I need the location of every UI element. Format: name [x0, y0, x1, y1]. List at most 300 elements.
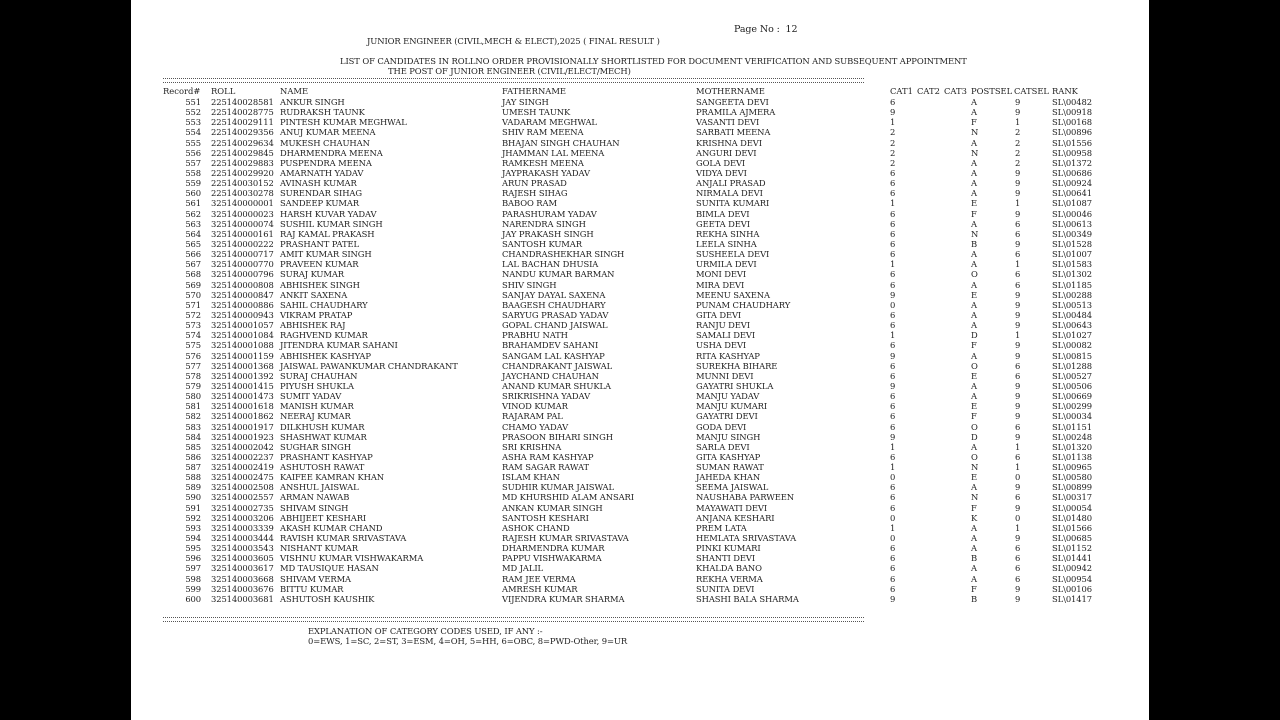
- table-row: [131, 513, 1149, 523]
- name-cell: MD TAUSIQUE HASAN: [280, 563, 379, 574]
- catsel-cell: 0: [1015, 512, 1021, 523]
- catsel-cell: 6: [1015, 492, 1021, 503]
- cat1-cell: 6: [890, 269, 896, 280]
- record-cell: 587: [185, 462, 201, 473]
- record-cell: 560: [185, 188, 201, 199]
- catsel-cell: 9: [1015, 97, 1021, 107]
- cat1-cell: 6: [890, 492, 896, 503]
- postsel-cell: A: [971, 563, 977, 574]
- mothername-cell: SARBATI MEENA: [696, 127, 771, 138]
- fathername-cell: ASHA RAM KASHYAP: [502, 451, 594, 462]
- fathername-cell: RAM JEE VERMA: [502, 573, 576, 584]
- record-cell: 579: [185, 380, 201, 391]
- roll-cell: 325140002419: [211, 462, 274, 473]
- rank-cell: SL\01007: [1052, 249, 1092, 260]
- table-row: [131, 117, 1149, 127]
- name-cell: ANKUR SINGH: [280, 97, 345, 107]
- cat1-cell: 6: [890, 411, 896, 422]
- table-row: [131, 209, 1149, 219]
- table-row: [131, 310, 1149, 320]
- mothername-cell: GOLA DEVI: [696, 157, 746, 168]
- roll-cell: 325140000074: [211, 218, 274, 229]
- table-row: [131, 594, 1149, 604]
- record-cell: 590: [185, 492, 201, 503]
- fathername-cell: AMRESH KUMAR: [502, 583, 578, 594]
- postsel-cell: A: [971, 320, 977, 331]
- cat1-cell: 6: [890, 97, 896, 107]
- mothername-cell: URMILA DEVI: [696, 259, 757, 270]
- catsel-cell: 9: [1015, 482, 1021, 493]
- table-row: [131, 138, 1149, 148]
- rank-cell: SL\00815: [1052, 350, 1092, 361]
- catsel-cell: 9: [1015, 289, 1021, 300]
- roll-cell: 325140003681: [211, 593, 274, 604]
- roll-cell: 225140030278: [211, 188, 274, 199]
- table-row: [131, 371, 1149, 381]
- roll-cell: 325140000001: [211, 198, 274, 209]
- fathername-cell: RAMKESH MEENA: [502, 157, 584, 168]
- mothername-cell: SARLA DEVI: [696, 441, 750, 452]
- rank-cell: SL\00896: [1052, 127, 1092, 138]
- record-cell: 556: [185, 147, 201, 158]
- record-cell: 583: [185, 421, 201, 432]
- table-row: [131, 533, 1149, 543]
- cat1-cell: 6: [890, 553, 896, 564]
- catsel-cell: 6: [1015, 269, 1021, 280]
- mothername-cell: MAYAWATI DEVI: [696, 502, 768, 513]
- table-row: [131, 148, 1149, 158]
- fathername-cell: JAYPRAKASH YADAV: [502, 167, 590, 178]
- record-cell: 565: [185, 238, 201, 249]
- cat1-cell: 6: [890, 573, 896, 584]
- table-row: [131, 320, 1149, 330]
- record-cell: 576: [185, 350, 201, 361]
- cat1-cell: 6: [890, 543, 896, 554]
- roll-cell: 325140000717: [211, 249, 274, 260]
- roll-cell: 325140001473: [211, 391, 274, 402]
- roll-cell: 325140003605: [211, 553, 274, 564]
- fathername-cell: SHIV RAM MEENA: [502, 127, 584, 138]
- fathername-cell: LAL BACHAN DHUSIA: [502, 259, 599, 270]
- catsel-cell: 6: [1015, 370, 1021, 381]
- fathername-cell: NANDU KUMAR BARMAN: [502, 269, 615, 280]
- record-cell: 569: [185, 279, 201, 290]
- postsel-cell: A: [971, 218, 977, 229]
- fathername-cell: NARENDRA SINGH: [502, 218, 586, 229]
- name-cell: AKASH KUMAR CHAND: [280, 522, 383, 533]
- catsel-cell: 2: [1015, 157, 1021, 168]
- name-cell: MUKESH CHAUHAN: [280, 137, 370, 148]
- mothername-cell: GODA DEVI: [696, 421, 747, 432]
- name-cell: ASHUTOSH KAUSHIK: [280, 593, 375, 604]
- mothername-cell: MONI DEVI: [696, 269, 747, 280]
- postsel-cell: A: [971, 522, 977, 533]
- postsel-cell: A: [971, 441, 977, 452]
- table-row: [131, 280, 1149, 290]
- fathername-cell: CHANDRAKANT JAISWAL: [502, 360, 613, 371]
- mothername-cell: ANJANA KESHARI: [696, 512, 775, 523]
- rank-cell: SL\00484: [1052, 309, 1092, 320]
- postsel-cell: A: [971, 279, 977, 290]
- fathername-cell: RAJESH KUMAR SRIVASTAVA: [502, 533, 629, 544]
- exam-title: JUNIOR ENGINEER (CIVIL,MECH & ELECT),2025 ( FINAL RESULT ): [367, 36, 660, 46]
- mothername-cell: SHANTI DEVI: [696, 553, 756, 564]
- mothername-cell: NAUSHABA PARWEEN: [696, 492, 794, 503]
- mothername-cell: MANJU SINGH: [696, 431, 761, 442]
- header-separator-bottom: [163, 617, 864, 622]
- name-cell: SURAJ KUMAR: [280, 269, 345, 280]
- postsel-cell: A: [971, 167, 977, 178]
- name-cell: ABHISHEK RAJ: [280, 320, 346, 331]
- postsel-cell: F: [971, 583, 977, 594]
- cat1-cell: 6: [890, 188, 896, 199]
- record-cell: 568: [185, 269, 201, 280]
- roll-cell: 325140003206: [211, 512, 274, 523]
- record-cell: 581: [185, 401, 201, 412]
- mothername-cell: GITA KASHYAP: [696, 451, 761, 462]
- cat1-cell: 2: [890, 157, 896, 168]
- rank-cell: SL\00054: [1052, 502, 1092, 513]
- mothername-cell: SUNITA DEVI: [696, 583, 755, 594]
- cat1-cell: 0: [890, 299, 896, 310]
- fathername-cell: ANAND KUMAR SHUKLA: [502, 380, 611, 391]
- record-cell: 553: [185, 117, 201, 128]
- roll-cell: 325140001618: [211, 401, 274, 412]
- postsel-cell: E: [971, 472, 978, 483]
- rank-cell: SL\01528: [1052, 238, 1092, 249]
- col-fathername: FATHERNAME: [502, 86, 567, 96]
- record-cell: 582: [185, 411, 201, 422]
- name-cell: SURENDAR SIHAG: [280, 188, 362, 199]
- fathername-cell: PARASHURAM YADAV: [502, 208, 597, 219]
- rank-cell: SL\01583: [1052, 259, 1092, 270]
- catsel-cell: 6: [1015, 421, 1021, 432]
- rank-cell: SL\00641: [1052, 188, 1092, 199]
- name-cell: SUMIT YADAV: [280, 391, 342, 402]
- roll-cell: 325140002237: [211, 451, 274, 462]
- mothername-cell: PUNAM CHAUDHARY: [696, 299, 791, 310]
- record-cell: 552: [185, 107, 201, 118]
- mothername-cell: SHASHI BALA SHARMA: [696, 593, 799, 604]
- fathername-cell: JHAMMAN LAL MEENA: [502, 147, 605, 158]
- table-row: [131, 351, 1149, 361]
- postsel-cell: N: [971, 127, 979, 138]
- mothername-cell: MIRA DEVI: [696, 279, 745, 290]
- roll-cell: 325140001917: [211, 421, 274, 432]
- rank-cell: SL\00317: [1052, 492, 1092, 503]
- rank-cell: SL\00669: [1052, 391, 1092, 402]
- roll-cell: 325140000808: [211, 279, 274, 290]
- postsel-cell: F: [971, 117, 977, 128]
- record-cell: 566: [185, 249, 201, 260]
- table-row: [131, 168, 1149, 178]
- table-row: [131, 158, 1149, 168]
- mothername-cell: RANJU DEVI: [696, 320, 750, 331]
- table-row: [131, 563, 1149, 573]
- col-roll: ROLL: [211, 86, 236, 96]
- cat1-cell: 6: [890, 401, 896, 412]
- fathername-cell: CHANDRASHEKHAR SINGH: [502, 249, 625, 260]
- table-row: [131, 523, 1149, 533]
- table-header: [131, 86, 1149, 96]
- catsel-cell: 1: [1015, 259, 1021, 270]
- fathername-cell: SANJAY DAYAL SAXENA: [502, 289, 606, 300]
- catsel-cell: 1: [1015, 198, 1021, 209]
- cat1-cell: 6: [890, 279, 896, 290]
- record-cell: 586: [185, 451, 201, 462]
- fathername-cell: SRIKRISHNA YADAV: [502, 391, 591, 402]
- catsel-cell: 9: [1015, 431, 1021, 442]
- cat1-cell: 0: [890, 512, 896, 523]
- cat1-cell: 6: [890, 360, 896, 371]
- mothername-cell: GEETA DEVI: [696, 218, 750, 229]
- record-cell: 564: [185, 228, 201, 239]
- postsel-cell: A: [971, 97, 977, 107]
- postsel-cell: A: [971, 391, 977, 402]
- postsel-cell: A: [971, 543, 977, 554]
- roll-cell: 325140003668: [211, 573, 274, 584]
- record-cell: 572: [185, 309, 201, 320]
- fathername-cell: PRASOON BIHARI SINGH: [502, 431, 613, 442]
- cat1-cell: 9: [890, 289, 896, 300]
- fathername-cell: ARUN PRASAD: [502, 178, 567, 189]
- fathername-cell: SANTOSH KUMAR: [502, 238, 582, 249]
- table-row: [131, 107, 1149, 117]
- rank-cell: SL\01320: [1052, 441, 1092, 452]
- cat1-cell: 6: [890, 340, 896, 351]
- name-cell: HARSH KUVAR YADAV: [280, 208, 377, 219]
- catsel-cell: 6: [1015, 451, 1021, 462]
- cat1-cell: 0: [890, 533, 896, 544]
- record-cell: 558: [185, 167, 201, 178]
- roll-cell: 325140000023: [211, 208, 274, 219]
- cat1-cell: 1: [890, 117, 896, 128]
- fathername-cell: SARYUG PRASAD YADAV: [502, 309, 609, 320]
- record-cell: 577: [185, 360, 201, 371]
- table-row: [131, 472, 1149, 482]
- col-cat1: CAT1: [890, 86, 913, 96]
- mothername-cell: SUSHEELA DEVI: [696, 249, 770, 260]
- cat1-cell: 6: [890, 167, 896, 178]
- name-cell: ANKIT SAXENA: [280, 289, 348, 300]
- postsel-cell: A: [971, 380, 977, 391]
- cat1-cell: 6: [890, 218, 896, 229]
- list-description-line2: THE POST OF JUNIOR ENGINEER (CIVIL/ELECT/MECH): [388, 66, 631, 76]
- cat1-cell: 1: [890, 441, 896, 452]
- postsel-cell: F: [971, 340, 977, 351]
- postsel-cell: B: [971, 553, 978, 564]
- fathername-cell: VADARAM MEGHWAL: [502, 117, 597, 128]
- name-cell: PRASHANT PATEL: [280, 238, 359, 249]
- table-row: [131, 584, 1149, 594]
- roll-cell: 325140001159: [211, 350, 274, 361]
- catsel-cell: 9: [1015, 320, 1021, 331]
- col-record: Record#: [163, 86, 201, 96]
- rank-cell: SL\00034: [1052, 411, 1092, 422]
- name-cell: VIKRAM PRATAP: [280, 309, 353, 320]
- table-row: [131, 127, 1149, 137]
- fathername-cell: BABOO RAM: [502, 198, 557, 209]
- postsel-cell: E: [971, 198, 978, 209]
- catsel-cell: 9: [1015, 350, 1021, 361]
- record-cell: 559: [185, 178, 201, 189]
- name-cell: SHASHWAT KUMAR: [280, 431, 367, 442]
- record-cell: 595: [185, 543, 201, 554]
- col-postsel: POSTSEL: [971, 86, 1013, 96]
- roll-cell: 225140029920: [211, 167, 274, 178]
- table-row: [131, 198, 1149, 208]
- rank-cell: SL\00527: [1052, 370, 1092, 381]
- table-row: [131, 229, 1149, 239]
- postsel-cell: N: [971, 462, 979, 473]
- postsel-cell: F: [971, 208, 977, 219]
- catsel-cell: 9: [1015, 188, 1021, 199]
- fathername-cell: RAM SAGAR RAWAT: [502, 462, 589, 473]
- rank-cell: SL\00958: [1052, 147, 1092, 158]
- roll-cell: 325140000796: [211, 269, 274, 280]
- table-row: [131, 340, 1149, 350]
- table-row: [131, 300, 1149, 310]
- rank-cell: SL\00506: [1052, 380, 1092, 391]
- table-row: [131, 492, 1149, 502]
- cat1-cell: 0: [890, 472, 896, 483]
- fathername-cell: RAJARAM PAL: [502, 411, 563, 422]
- catsel-cell: 9: [1015, 391, 1021, 402]
- postsel-cell: A: [971, 249, 977, 260]
- mothername-cell: MANJU YADAV: [696, 391, 760, 402]
- postsel-cell: A: [971, 107, 977, 118]
- catsel-cell: 6: [1015, 573, 1021, 584]
- roll-cell: 325140001862: [211, 411, 274, 422]
- col-cat3: CAT3: [944, 86, 967, 96]
- fathername-cell: VIJENDRA KUMAR SHARMA: [502, 593, 625, 604]
- roll-cell: 325140001415: [211, 380, 274, 391]
- fathername-cell: ANKAN KUMAR SINGH: [502, 502, 603, 513]
- catsel-cell: 9: [1015, 107, 1021, 118]
- record-cell: 592: [185, 512, 201, 523]
- mothername-cell: USHA DEVI: [696, 340, 747, 351]
- catsel-cell: 1: [1015, 462, 1021, 473]
- catsel-cell: 9: [1015, 208, 1021, 219]
- name-cell: SHIVAM SINGH: [280, 502, 349, 513]
- cat1-cell: 6: [890, 502, 896, 513]
- record-cell: 570: [185, 289, 201, 300]
- roll-cell: 325140003617: [211, 563, 274, 574]
- table-row: [131, 97, 1149, 107]
- postsel-cell: O: [971, 451, 978, 462]
- record-cell: 567: [185, 259, 201, 270]
- fathername-cell: BRAHAMDEV SAHANI: [502, 340, 599, 351]
- record-cell: 597: [185, 563, 201, 574]
- fathername-cell: VINOD KUMAR: [502, 401, 568, 412]
- table-row: [131, 543, 1149, 553]
- mothername-cell: SAMALI DEVI: [696, 330, 756, 341]
- rank-cell: SL\01138: [1052, 451, 1092, 462]
- rank-cell: SL\01152: [1052, 543, 1092, 554]
- roll-cell: 325140000770: [211, 259, 274, 270]
- mothername-cell: KHALDA BANO: [696, 563, 762, 574]
- mothername-cell: PREM LATA: [696, 522, 747, 533]
- record-cell: 598: [185, 573, 201, 584]
- name-cell: AVINASH KUMAR: [280, 178, 357, 189]
- catsel-cell: 9: [1015, 502, 1021, 513]
- name-cell: PUSPENDRA MEENA: [280, 157, 372, 168]
- fathername-cell: BAAGESH CHAUDHARY: [502, 299, 606, 310]
- mothername-cell: SUMAN RAWAT: [696, 462, 764, 473]
- table-row: [131, 188, 1149, 198]
- mothername-cell: MEENU SAXENA: [696, 289, 770, 300]
- col-mothername: MOTHERNAME: [696, 86, 765, 96]
- roll-cell: 225140029883: [211, 157, 274, 168]
- cat1-cell: 9: [890, 380, 896, 391]
- roll-cell: 225140028581: [211, 97, 274, 107]
- name-cell: ANSHUL JAISWAL: [280, 482, 359, 493]
- record-cell: 591: [185, 502, 201, 513]
- postsel-cell: D: [971, 330, 978, 341]
- cat1-cell: 6: [890, 451, 896, 462]
- postsel-cell: A: [971, 157, 977, 168]
- catsel-cell: 6: [1015, 563, 1021, 574]
- rank-cell: SL\01087: [1052, 198, 1092, 209]
- table-row: [131, 259, 1149, 269]
- postsel-cell: A: [971, 533, 977, 544]
- name-cell: AMIT KUMAR SINGH: [280, 249, 372, 260]
- mothername-cell: NIRMALA DEVI: [696, 188, 763, 199]
- cat1-cell: 9: [890, 350, 896, 361]
- roll-cell: 325140003543: [211, 543, 274, 554]
- cat1-cell: 9: [890, 593, 896, 604]
- roll-cell: 325140001088: [211, 340, 274, 351]
- record-cell: 561: [185, 198, 201, 209]
- name-cell: SAHIL CHAUDHARY: [280, 299, 368, 310]
- catsel-cell: 9: [1015, 167, 1021, 178]
- col-cat2: CAT2: [917, 86, 940, 96]
- mothername-cell: PRAMILA AJMERA: [696, 107, 776, 118]
- fathername-cell: SUDHIR KUMAR JAISWAL: [502, 482, 614, 493]
- roll-cell: 325140003339: [211, 522, 274, 533]
- mothername-cell: REKHA VERMA: [696, 573, 763, 584]
- cat1-cell: 1: [890, 330, 896, 341]
- name-cell: RUDRAKSH TAUNK: [280, 107, 365, 118]
- postsel-cell: A: [971, 299, 977, 310]
- postsel-cell: O: [971, 269, 978, 280]
- name-cell: ANUJ KUMAR MEENA: [280, 127, 376, 138]
- catsel-cell: 2: [1015, 147, 1021, 158]
- name-cell: KAIFEE KAMRAN KHAN: [280, 472, 384, 483]
- rank-cell: SL\01027: [1052, 330, 1092, 341]
- postsel-cell: E: [971, 370, 978, 381]
- rank-cell: SL\01151: [1052, 421, 1092, 432]
- fathername-cell: ISLAM KHAN: [502, 472, 560, 483]
- rank-cell: SL\01302: [1052, 269, 1092, 280]
- catsel-cell: 6: [1015, 249, 1021, 260]
- rank-cell: SL\01556: [1052, 137, 1092, 148]
- postsel-cell: A: [971, 137, 977, 148]
- table-row: [131, 422, 1149, 432]
- rank-cell: SL\00954: [1052, 573, 1092, 584]
- postsel-cell: O: [971, 360, 978, 371]
- roll-cell: 325140003676: [211, 583, 274, 594]
- fathername-cell: DHARMENDRA KUMAR: [502, 543, 605, 554]
- roll-cell: 325140000943: [211, 309, 274, 320]
- name-cell: NEERAJ KUMAR: [280, 411, 351, 422]
- postsel-cell: A: [971, 188, 977, 199]
- rank-cell: SL\00106: [1052, 583, 1092, 594]
- record-cell: 599: [185, 583, 201, 594]
- fathername-cell: SANGAM LAL KASHYAP: [502, 350, 605, 361]
- fathername-cell: PAPPU VISHWAKARMA: [502, 553, 602, 564]
- name-cell: SURAJ CHAUHAN: [280, 370, 358, 381]
